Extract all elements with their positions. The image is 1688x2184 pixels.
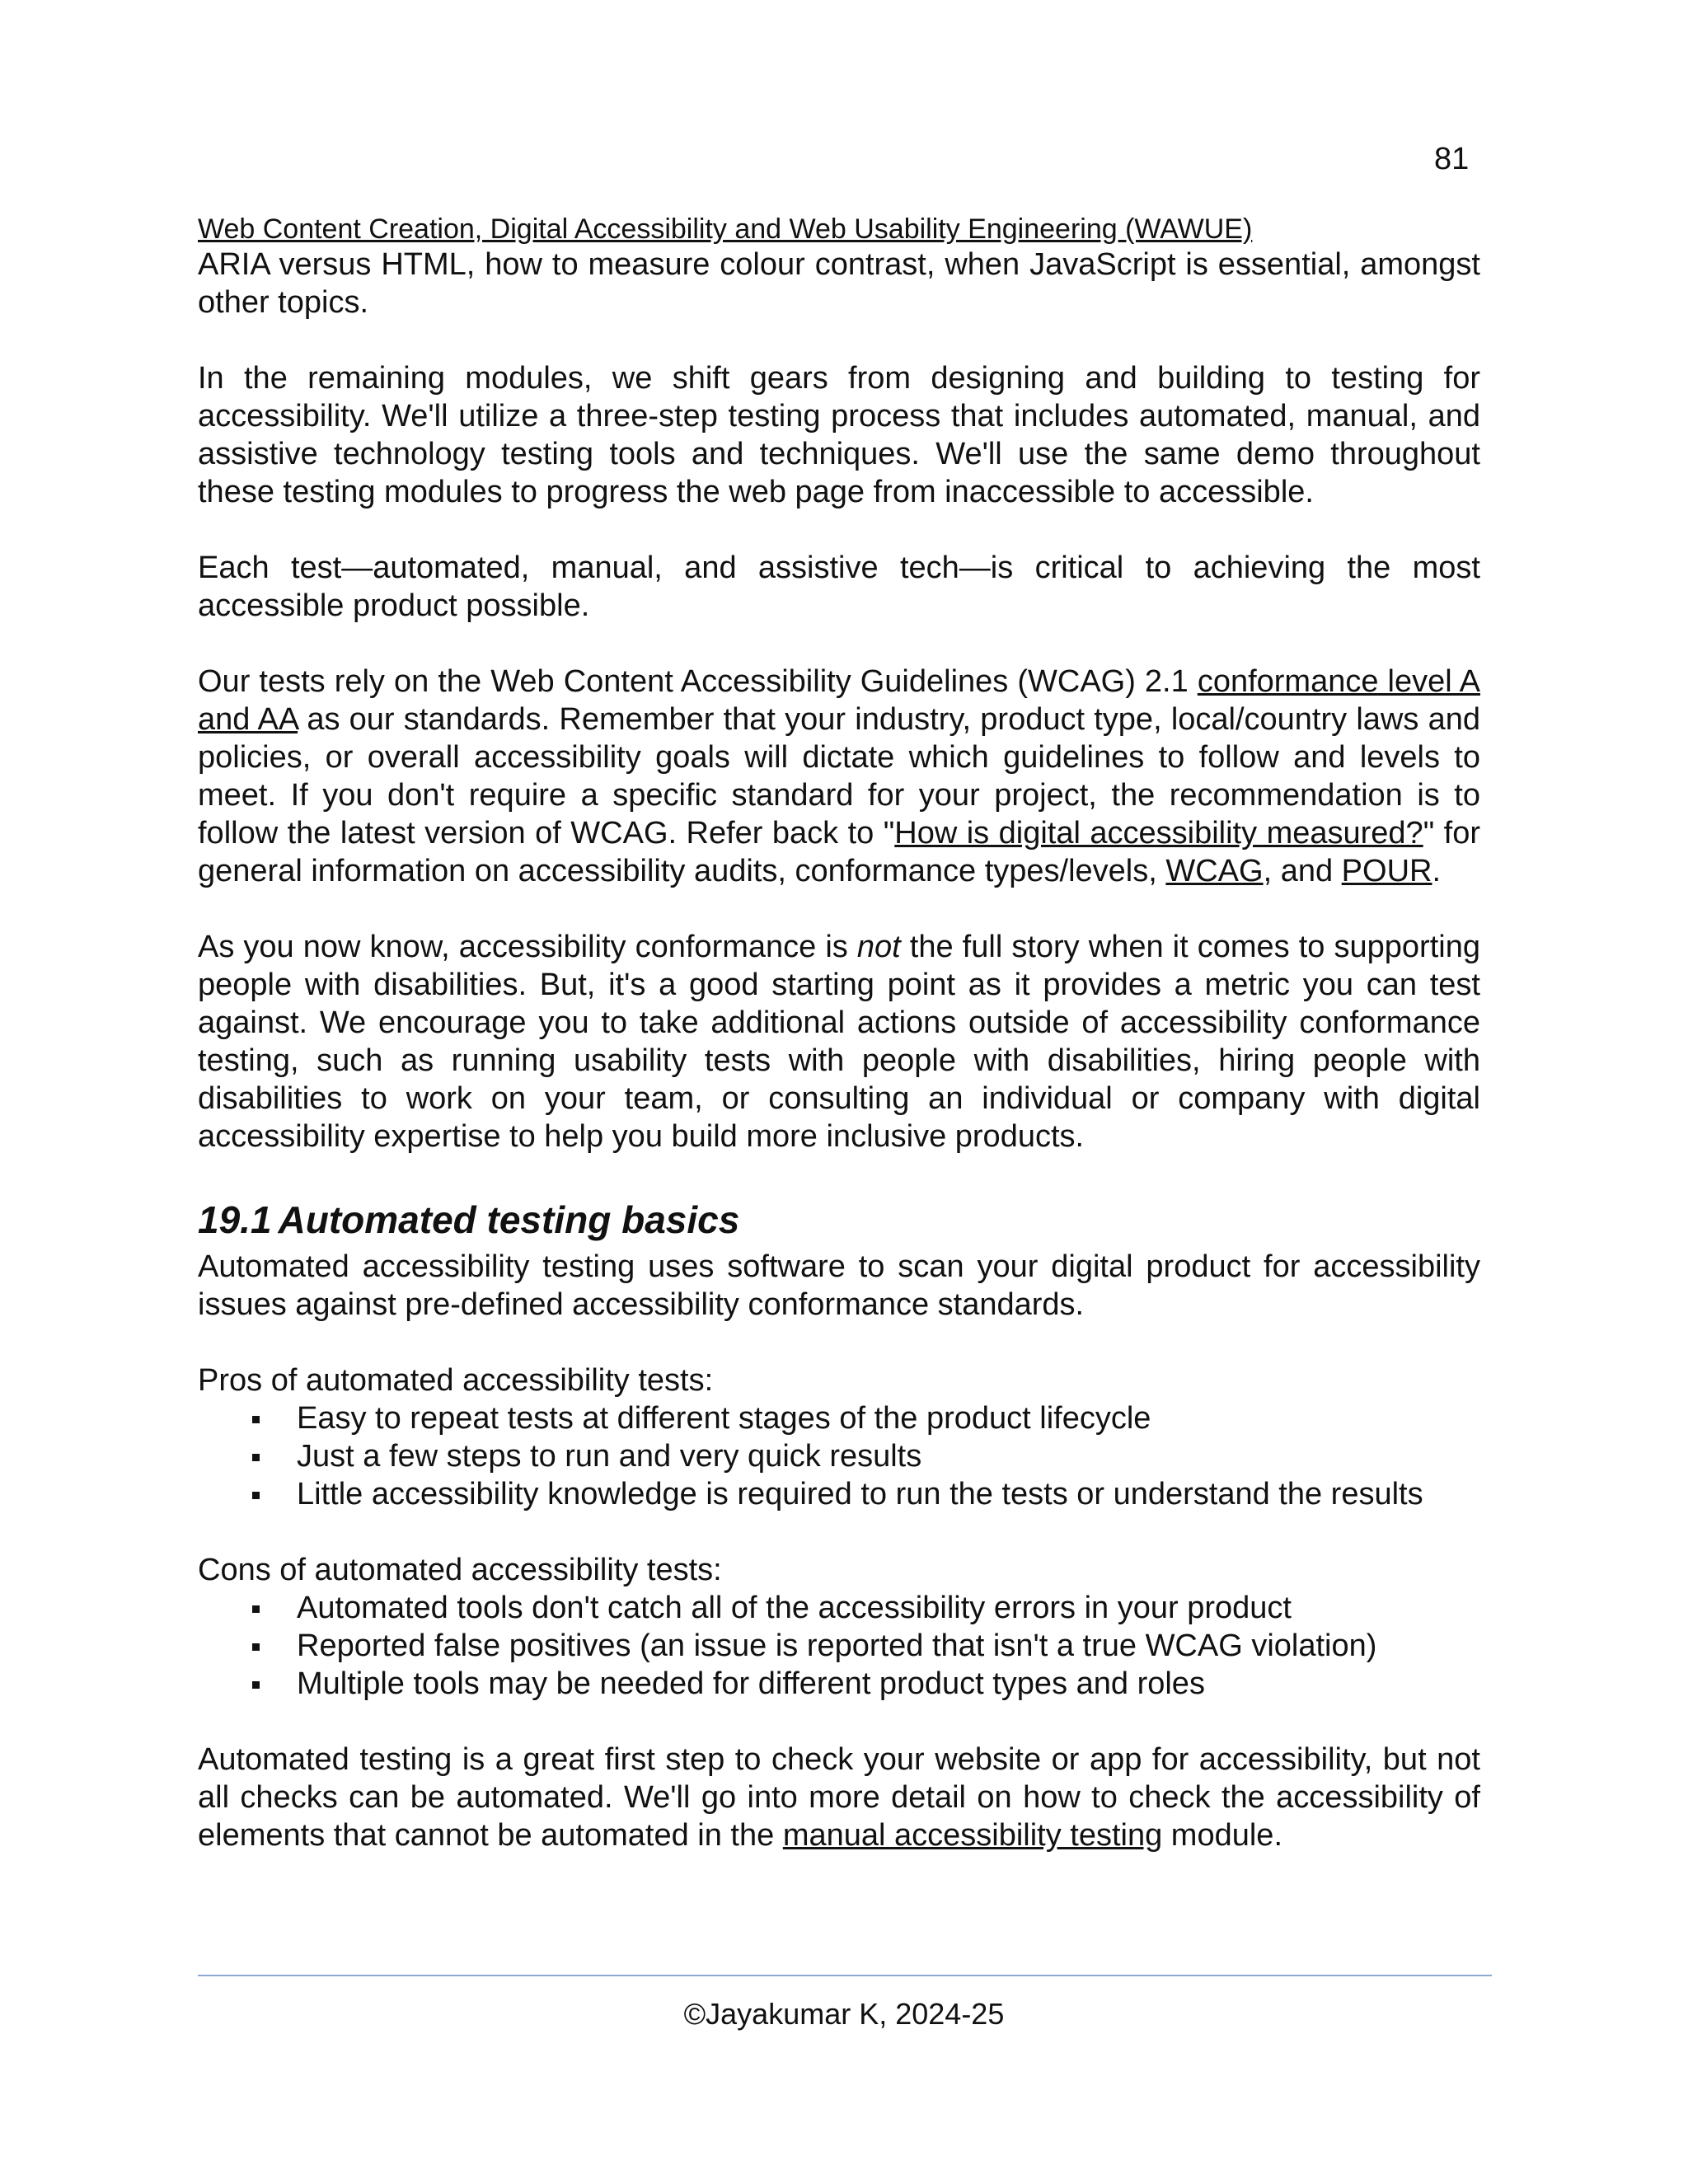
list-item: Little accessibility knowledge is required to run the tests or understand the results (198, 1475, 1480, 1513)
list-item: Just a few steps to run and very quick results (198, 1437, 1480, 1475)
section-number: 19.1 (198, 1198, 272, 1241)
list-item: Multiple tools may be needed for different product types and roles (198, 1665, 1480, 1703)
section-title: Automated testing basics (278, 1198, 740, 1241)
pros-list (198, 1399, 1480, 1513)
list-item: Easy to repeat tests at different stages of the product lifecycle (198, 1399, 1480, 1437)
conformance-level-link[interactable]: conformance level A and AA (198, 664, 1480, 737)
footer-divider (198, 1975, 1492, 1976)
paragraph-4-text-4: , and (1263, 854, 1342, 888)
section-intro: Automated accessibility testing uses software to scan your digital product for accessibility issues against pre-defined accessibility conformance standards. (198, 1249, 1480, 1322)
paragraph-5-text-2: the full story when it comes to supporting people with disabilities. But, it's a good starting point as it provides a metric you can test against. We encourage you to take additional actions outside of accessibility conformance testing, such as running usability tests with people with disabilities, hiring people with disabilities to work on your team, or consulting an individual or company with digital accessibility expertise to help you build more inclusive products. (198, 930, 1480, 1154)
paragraph-4-text-5: . (1432, 854, 1442, 888)
paragraph-3: Each test—automated, manual, and assistive tech—is critical to achieving the most accessible product possible. (198, 551, 1480, 623)
paragraph-4-text-2: as our standards. Remember that your industry, product type, local/country laws and policies, or overall accessibility goals will dictate which guidelines to follow and levels to meet. If you don't require a specific standard for your project, the recommendation is to follow the latest version of WCAG. Refer back to " (198, 702, 1480, 851)
closing-text-2: module. (1162, 1818, 1282, 1853)
wcag-link[interactable]: WCAG (1165, 854, 1264, 888)
pour-link[interactable]: POUR (1341, 854, 1432, 888)
paragraph-1: ARIA versus HTML, how to measure colour contrast, when JavaScript is essential, amongst other topics. (198, 247, 1480, 320)
paragraph-5 (198, 928, 1480, 1155)
manual-testing-link[interactable]: manual accessibility testing (782, 1818, 1163, 1853)
paragraph-2: In the remaining modules, we shift gears from designing and building to testing for accessibility. We'll utilize a three-step testing process that includes automated, manual, and assistive technology testing tools and techniques. We'll use the same demo throughout these testing modules to progress the web page from inaccessible to accessible. (198, 361, 1480, 509)
footer-copyright: ©Jayakumar K, 2024-25 (683, 1997, 1005, 2031)
paragraph-4 (198, 663, 1480, 890)
section-heading (198, 1197, 1480, 1243)
cons-label: Cons of automated accessibility tests: (198, 1553, 722, 1587)
paragraph-4-text-1: Our tests rely on the Web Content Accessibility Guidelines (WCAG) 2.1 (198, 664, 1198, 699)
list-item: Reported false positives (an issue is reported that isn't a true WCAG violation) (198, 1627, 1480, 1665)
emphasis-not: not (856, 930, 901, 964)
list-item: Automated tools don't catch all of the accessibility errors in your product (198, 1589, 1480, 1627)
paragraph-5-text-1: As you now know, accessibility conformance is (198, 930, 857, 964)
closing-text-1: Automated testing is a great first step to check your website or app for accessibility, but not all checks can be automated. We'll go into more detail on how to check the accessibility of elements that cannot be automated in the (198, 1742, 1480, 1853)
how-measured-link[interactable]: How is digital accessibility measured? (894, 816, 1423, 851)
pros-label: Pros of automated accessibility tests: (198, 1363, 714, 1398)
page-number: 81 (1434, 142, 1470, 176)
page-content (198, 213, 1480, 1854)
closing-paragraph (198, 1741, 1480, 1854)
paragraph-4-text-3: " for general information on accessibility audits, conformance types/levels, (198, 816, 1480, 888)
running-header: Web Content Creation, Digital Accessibility and Web Usability Engineering (WAWUE) (198, 213, 1253, 245)
cons-list (198, 1589, 1480, 1703)
